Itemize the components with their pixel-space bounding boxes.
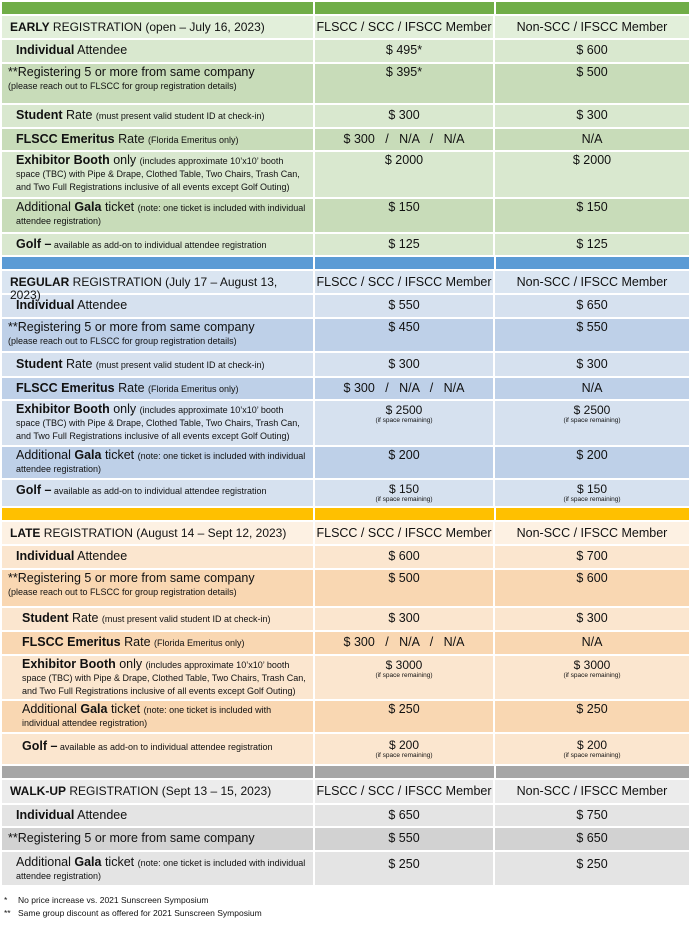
walkup-color-band <box>2 766 689 778</box>
regular-exhibitor-row: Exhibitor Booth only (includes approximate 10’x10’ booth space (TBC) with Pipe & Drape, Clothed Table, Two Chairs, Trash Can, and Two Full Registrations inclusive of all events except Golf Outing) $ 2500 (if space remaining) $ 2500 (if space remaining) <box>2 399 689 445</box>
regular-group-member-price: $ 450 <box>315 319 495 351</box>
walkup-individual-non-member-price: $ 750 <box>576 808 608 822</box>
late-exhibitor-member-price: $ 3000 <box>385 658 423 672</box>
early-exhibitor-member-price: $ 2000 <box>315 152 495 197</box>
late-individual-member-price: $ 600 <box>315 546 495 568</box>
walkup-gala-row: Additional Gala ticket (note: one ticket is included with individual attendee registration) $ 250 $ 250 <box>2 850 689 885</box>
walkup-group-row: **Registering 5 or more from same company $ 550 $ 650 <box>2 826 689 850</box>
regular-student-row: Student Rate (must present valid student ID at check-in) $ 300 $ 300 <box>2 351 689 376</box>
late-exhibitor-non-member-price: $ 3000 <box>573 658 611 672</box>
late-emeritus-member-price: $ 300 / N/A / N/A <box>315 632 495 654</box>
early-gala-non-member-price: $ 150 <box>576 200 608 214</box>
walkup-section-title: WALK-UP REGISTRATION (Sept 13 – 15, 2023) <box>2 780 315 803</box>
early-gala-member-price: $ 150 <box>315 199 495 232</box>
early-golf-member-price: $ 125 <box>315 234 495 255</box>
early-individual-row: Individual Attendee $ 495* $ 600 <box>2 38 689 62</box>
walkup-individual-member-price: $ 650 <box>315 805 495 826</box>
late-color-band <box>2 508 689 520</box>
early-student-member-price: $ 300 <box>315 105 495 127</box>
regular-emeritus-row: FLSCC Emeritus Rate (Florida Emeritus only) $ 300 / N/A / N/A N/A <box>2 376 689 399</box>
footnote: ** Same group discount as offered for 2021 Sunscreen Symposium <box>4 908 262 918</box>
regular-section-title: REGULAR REGISTRATION (July 17 – August 13, 2023) <box>2 271 315 293</box>
late-golf-non-member-price: $ 200 <box>576 738 608 752</box>
late-emeritus-non-member-price: N/A <box>581 635 603 649</box>
member-column-header: FLSCC / SCC / IFSCC Member <box>315 271 495 293</box>
early-student-row: Student Rate (must present valid student ID at check-in) $ 300 $ 300 <box>2 103 689 127</box>
regular-gala-non-member-price: $ 200 <box>576 448 608 462</box>
late-group-row: **Registering 5 or more from same company (please reach out to FLSCC for group registration details) $ 500 $ 600 <box>2 568 689 606</box>
early-emeritus-non-member-price: N/A <box>581 132 603 146</box>
late-gala-member-price: $ 250 <box>315 701 495 732</box>
regular-exhibitor-member-price: $ 2500 <box>385 403 423 417</box>
walkup-gala-non-member-price: $ 250 <box>576 857 608 871</box>
late-group-member-price: $ 500 <box>315 570 495 606</box>
regular-color-band <box>2 257 689 269</box>
late-individual-non-member-price: $ 700 <box>576 549 608 563</box>
late-gala-non-member-price: $ 250 <box>576 702 608 716</box>
early-group-member-price: $ 395* <box>315 64 495 103</box>
late-golf-row: Golf – available as add-on to individual attendee registration $ 200 (if space remaining) $ 200 (if space remaining) <box>2 732 689 764</box>
early-exhibitor-non-member-price: $ 2000 <box>572 153 612 167</box>
regular-golf-non-member-price: $ 150 <box>576 482 608 496</box>
late-gala-row: Additional Gala ticket (note: one ticket is included with individual attendee registration) $ 250 $ 250 <box>2 699 689 732</box>
regular-student-member-price: $ 300 <box>315 353 495 376</box>
regular-individual-member-price: $ 550 <box>315 295 495 317</box>
early-gala-row: Additional Gala ticket (note: one ticket is included with individual attendee registration) $ 150 $ 150 <box>2 197 689 232</box>
regular-group-row: **Registering 5 or more from same company (please reach out to FLSCC for group registration details) $ 450 $ 550 <box>2 317 689 351</box>
late-exhibitor-row: Exhibitor Booth only (includes approximate 10’x10’ booth space (TBC) with Pipe & Drape, Clothed Table, Two Chairs, Trash Can, and Two Full Registrations inclusive of all events except Golf Outing) $ 3000 (if space remaining) $ 3000 (if space remaining) <box>2 654 689 699</box>
regular-individual-row: Individual Attendee $ 550 $ 650 <box>2 293 689 317</box>
member-column-header: FLSCC / SCC / IFSCC Member <box>315 522 495 544</box>
early-exhibitor-row: Exhibitor Booth only (includes approximate 10’x10’ booth space (TBC) with Pipe & Drape, Clothed Table, Two Chairs, Trash Can, and Two Full Registrations inclusive of all events except Golf Outing) $ 2000 $ 2000 <box>2 150 689 197</box>
walkup-individual-row: Individual Attendee $ 650 $ 750 <box>2 803 689 826</box>
late-student-non-member-price: $ 300 <box>576 611 608 625</box>
walkup-group-member-price: $ 550 <box>315 828 495 850</box>
late-header-row <box>2 520 689 544</box>
early-emeritus-row: FLSCC Emeritus Rate (Florida Emeritus only) $ 300 / N/A / N/A N/A <box>2 127 689 150</box>
early-header-row <box>2 14 689 38</box>
late-group-non-member-price: $ 600 <box>576 571 608 585</box>
early-student-non-member-price: $ 300 <box>576 108 608 122</box>
pricing-table <box>2 2 689 885</box>
late-golf-member-price: $ 200 <box>388 738 420 752</box>
early-color-band <box>2 2 689 14</box>
member-column-header: FLSCC / SCC / IFSCC Member <box>315 780 495 803</box>
late-student-member-price: $ 300 <box>315 608 495 630</box>
regular-gala-member-price: $ 200 <box>315 447 495 478</box>
early-individual-non-member-price: $ 600 <box>576 43 608 57</box>
late-student-row: Student Rate (must present valid student ID at check-in) $ 300 $ 300 <box>2 606 689 630</box>
early-individual-member-price: $ 495* <box>315 40 495 62</box>
footnote: * No price increase vs. 2021 Sunscreen Symposium <box>4 895 209 905</box>
early-group-non-member-price: $ 500 <box>576 65 608 79</box>
regular-individual-non-member-price: $ 650 <box>576 298 608 312</box>
regular-exhibitor-non-member-price: $ 2500 <box>573 403 611 417</box>
non-member-column-header: Non-SCC / IFSCC Member <box>516 275 668 289</box>
regular-emeritus-non-member-price: N/A <box>581 381 603 395</box>
non-member-column-header: Non-SCC / IFSCC Member <box>516 526 668 540</box>
late-emeritus-row: FLSCC Emeritus Rate (Florida Emeritus only) $ 300 / N/A / N/A N/A <box>2 630 689 654</box>
walkup-group-non-member-price: $ 650 <box>576 831 608 845</box>
early-section-title: EARLY REGISTRATION (open – July 16, 2023) <box>2 16 315 38</box>
regular-student-non-member-price: $ 300 <box>576 357 608 371</box>
early-emeritus-member-price: $ 300 / N/A / N/A <box>315 129 495 150</box>
regular-golf-row: Golf – available as add-on to individual attendee registration $ 150 (if space remaining) $ 150 (if space remaining) <box>2 478 689 506</box>
regular-emeritus-member-price: $ 300 / N/A / N/A <box>315 378 495 399</box>
walkup-header-row <box>2 778 689 803</box>
regular-golf-member-price: $ 150 <box>388 482 420 496</box>
regular-group-non-member-price: $ 550 <box>576 320 608 334</box>
early-golf-row: Golf – available as add-on to individual attendee registration $ 125 $ 125 <box>2 232 689 255</box>
regular-header-row <box>2 269 689 302</box>
footnotes <box>4 894 262 920</box>
regular-gala-row: Additional Gala ticket (note: one ticket is included with individual attendee registration) $ 200 $ 200 <box>2 445 689 478</box>
non-member-column-header: Non-SCC / IFSCC Member <box>516 784 668 798</box>
early-golf-non-member-price: $ 125 <box>576 237 608 251</box>
early-group-row: **Registering 5 or more from same company (please reach out to FLSCC for group registration details) $ 395* $ 500 <box>2 62 689 103</box>
walkup-gala-member-price: $ 250 <box>315 852 495 885</box>
member-column-header: FLSCC / SCC / IFSCC Member <box>315 16 495 38</box>
late-individual-row: Individual Attendee $ 600 $ 700 <box>2 544 689 568</box>
late-section-title: LATE REGISTRATION (August 14 – Sept 12, 2023) <box>2 522 315 544</box>
non-member-column-header: Non-SCC / IFSCC Member <box>516 20 668 34</box>
